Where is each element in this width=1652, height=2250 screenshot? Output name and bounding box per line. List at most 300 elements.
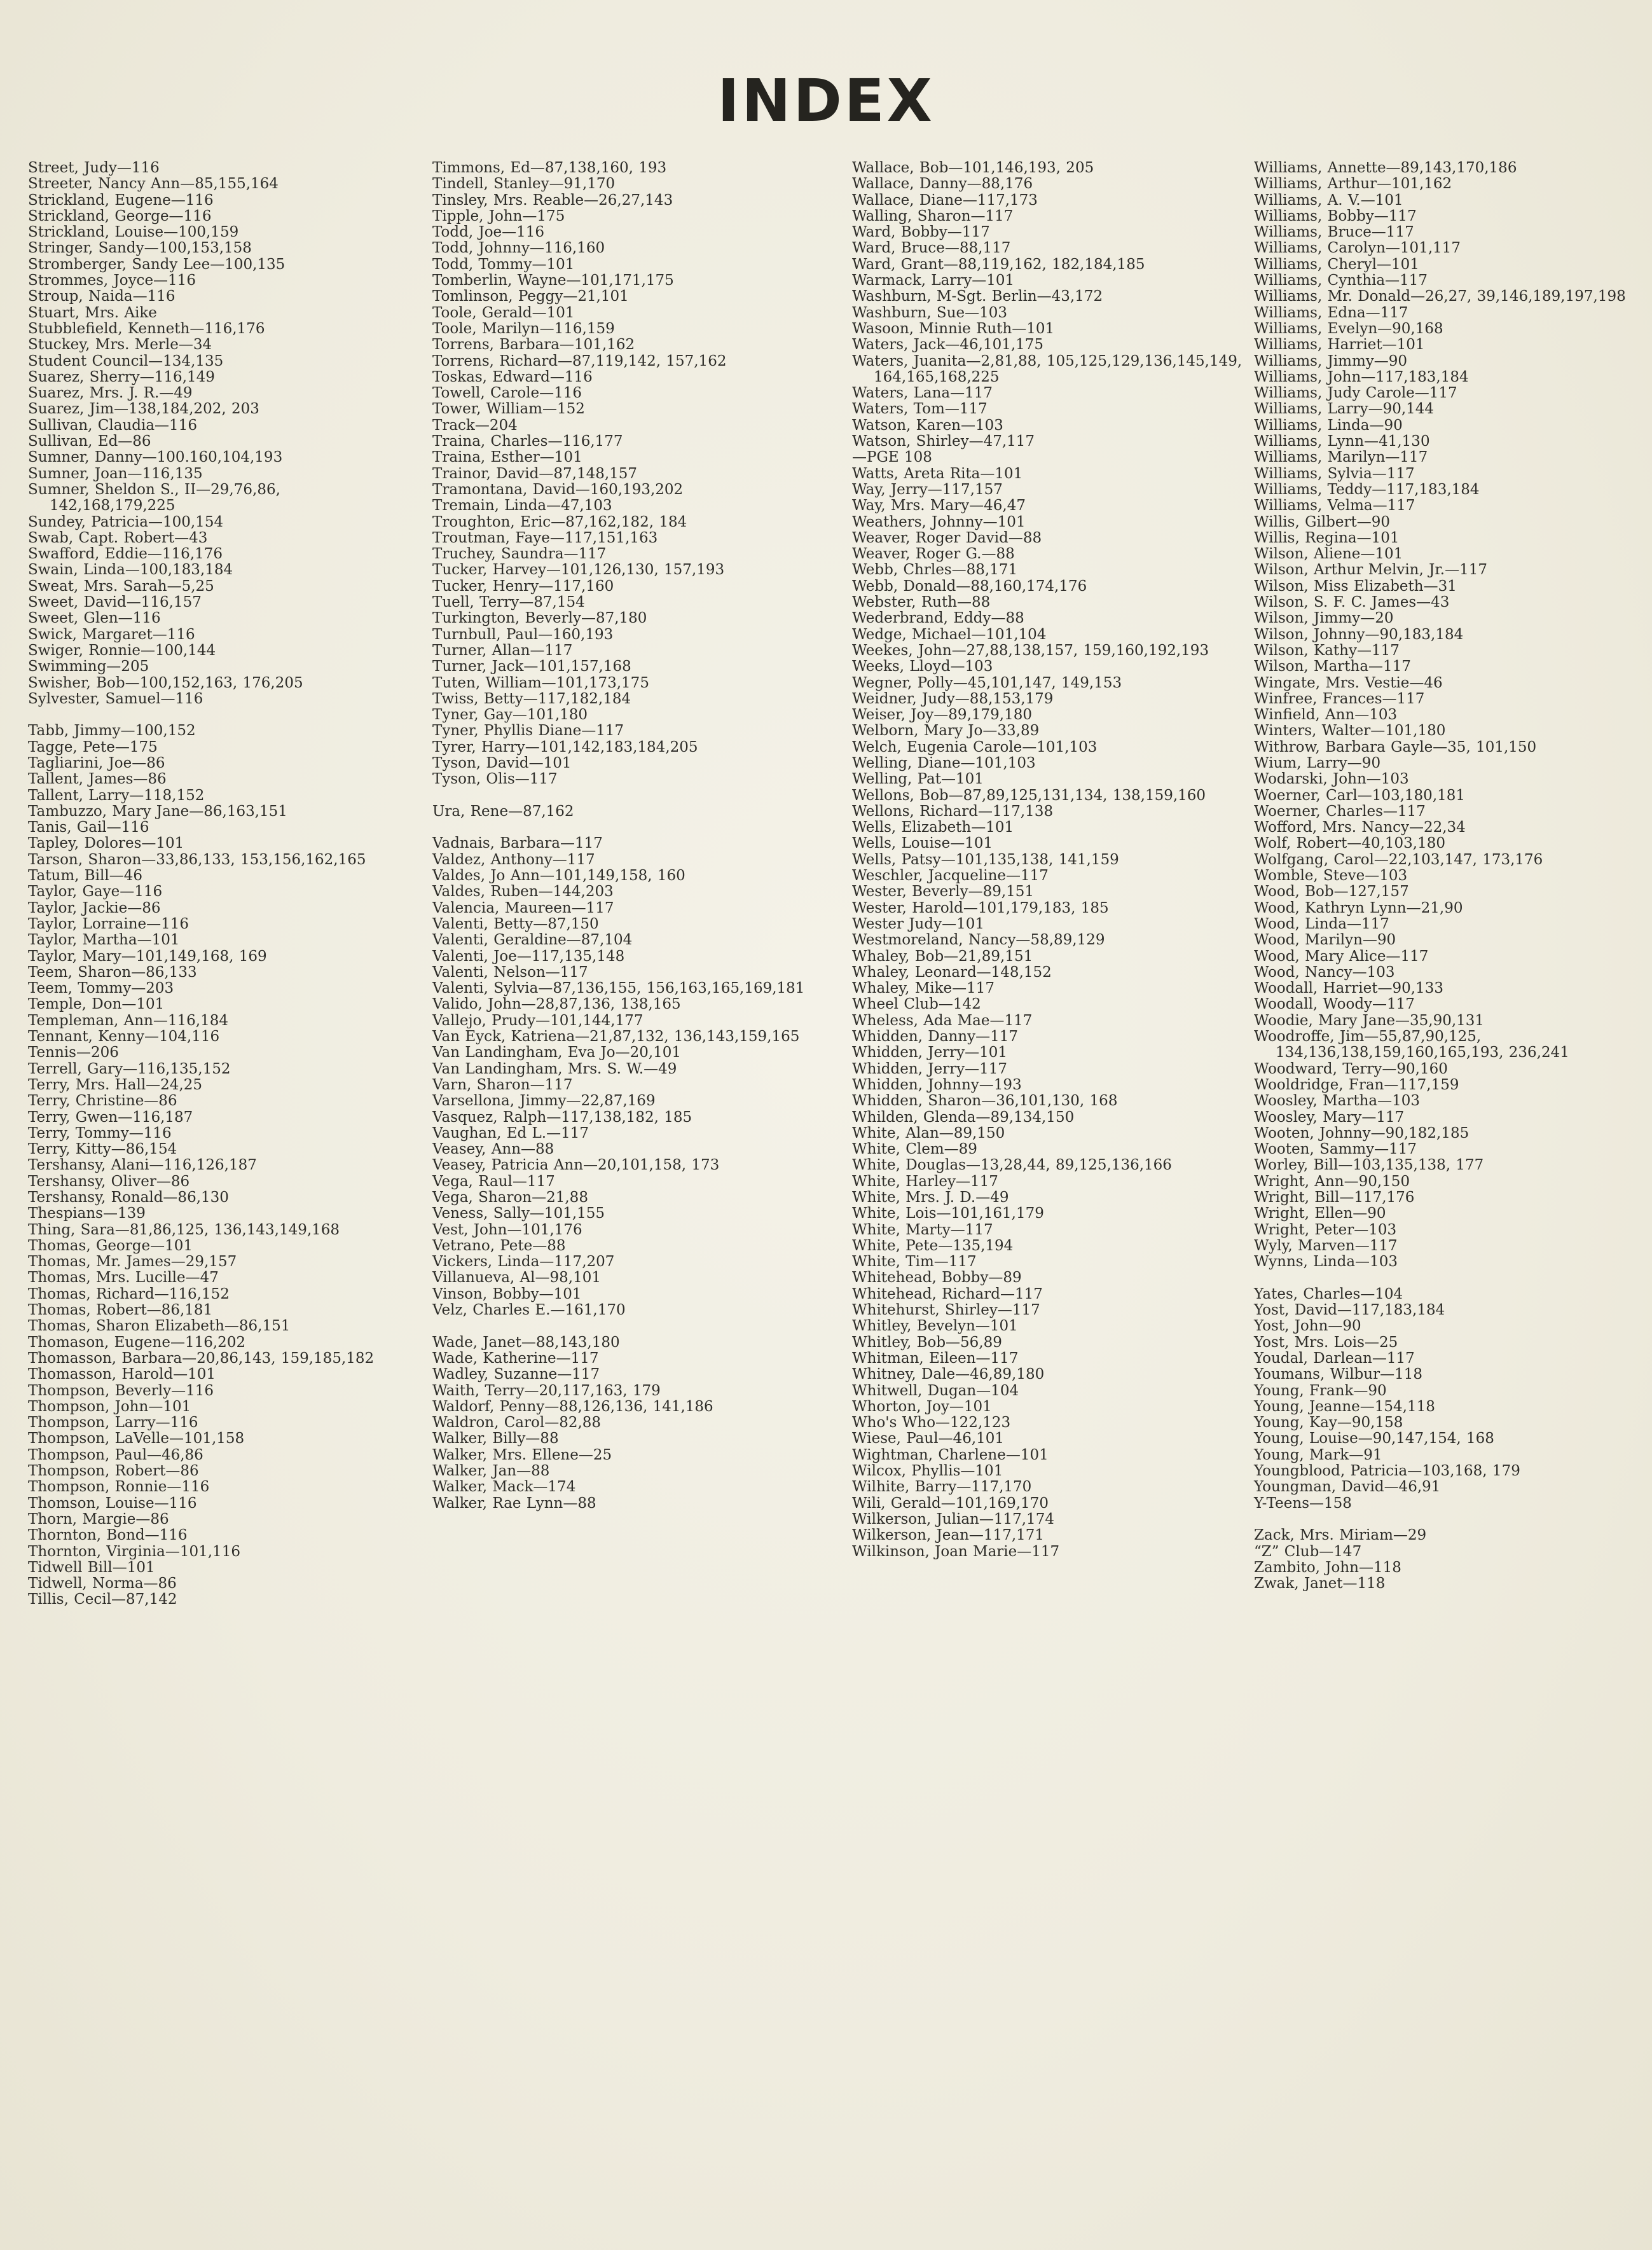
index-entry: Todd, Johnny—116,160 bbox=[432, 240, 605, 257]
index-entry: Watson, Karen—103 bbox=[852, 417, 1003, 434]
index-entry: Williams, Velma—117 bbox=[1254, 497, 1415, 514]
index-entry: Williams, Linda—90 bbox=[1254, 417, 1403, 434]
index-entry: Tremain, Linda—47,103 bbox=[432, 497, 612, 514]
index-entry: Wiese, Paul—46,101 bbox=[852, 1430, 1005, 1447]
index-entry: Vest, John—101,176 bbox=[432, 1221, 582, 1238]
index-entry: Tyrer, Harry—101,142,183,184,205 bbox=[432, 738, 698, 756]
index-entry: Tagge, Pete—175 bbox=[28, 738, 158, 756]
index-entry: Williams, Lynn—41,130 bbox=[1254, 433, 1430, 450]
index-entry: Vasquez, Ralph—117,138,182, 185 bbox=[432, 1108, 692, 1126]
index-entry: Whaley, Mike—117 bbox=[852, 980, 995, 997]
index-entry: Todd, Joe—116 bbox=[432, 224, 545, 241]
index-entry: Sumner, Danny—100.160,104,193 bbox=[28, 449, 283, 466]
index-entry: Wood, Nancy—103 bbox=[1254, 963, 1395, 981]
index-entry: Vaughan, Ed L.—117 bbox=[432, 1124, 589, 1142]
index-entry: Yost, Mrs. Lois—25 bbox=[1254, 1334, 1398, 1351]
section-gap bbox=[1254, 1270, 1635, 1286]
index-entry: Thomason, Eugene—116,202 bbox=[28, 1334, 246, 1351]
index-entry: Student Council—134,135 bbox=[28, 352, 224, 369]
index-entry: Tower, William—152 bbox=[432, 401, 585, 418]
index-entry: Wodarski, John—103 bbox=[1254, 771, 1409, 788]
index-entry: Walker, Billy—88 bbox=[432, 1430, 559, 1447]
index-entry: Webb, Donald—88,160,174,176 bbox=[852, 577, 1087, 595]
index-entry: Wilson, Arthur Melvin, Jr.—117 bbox=[1254, 562, 1488, 579]
index-entry: Tuten, William—101,173,175 bbox=[432, 674, 649, 691]
index-entry: Tidwell Bill—101 bbox=[28, 1559, 155, 1576]
index-entry: Wilson, S. F. C. James—43 bbox=[1254, 594, 1450, 611]
index-entry: Wells, Elizabeth—101 bbox=[852, 819, 1014, 836]
section-gap bbox=[1254, 1512, 1635, 1528]
index-entry: Wellons, Bob—87,89,125,131,134, 138,159,160 bbox=[852, 787, 1206, 804]
index-entry: Wester, Harold—101,179,183, 185 bbox=[852, 899, 1109, 916]
index-entry: Sylvester, Samuel—116 bbox=[28, 690, 203, 707]
index-entry: Teem, Tommy—203 bbox=[28, 980, 174, 997]
index-entry: Thomasson, Harold—101 bbox=[28, 1366, 216, 1383]
index-entry: Tyson, Olis—117 bbox=[432, 771, 558, 788]
index-entry: Torrens, Richard—87,119,142, 157,162 bbox=[432, 352, 727, 369]
index-entry: Wright, Ann—90,150 bbox=[1254, 1173, 1410, 1190]
index-entry: Wells, Louise—101 bbox=[852, 835, 993, 852]
index-entry: Wood, Mary Alice—117 bbox=[1254, 948, 1429, 965]
index-entry: Waters, Jack—46,101,175 bbox=[852, 336, 1044, 354]
index-entry: Tuell, Terry—87,154 bbox=[432, 594, 585, 611]
index-entry: Stroup, Naida—116 bbox=[28, 288, 176, 305]
index-entry: Waters, Juanita—2,81,88, 105,125,129,136,145,149, 164,165,168,225 bbox=[852, 352, 1242, 385]
index-entry: Wedge, Michael—101,104 bbox=[852, 626, 1047, 643]
index-column-2 bbox=[432, 160, 833, 1512]
index-entry: Tershansy, Ronald—86,130 bbox=[28, 1189, 229, 1206]
index-entry: Walling, Sharon—117 bbox=[852, 207, 1014, 224]
index-entry: Woosley, Martha—103 bbox=[1254, 1093, 1421, 1110]
index-entry: Toole, Gerald—101 bbox=[432, 304, 575, 321]
index-entry: Whaley, Bob—21,89,151 bbox=[852, 948, 1033, 965]
index-entry: Truchey, Saundra—117 bbox=[432, 546, 607, 563]
index-entry: Thing, Sara—81,86,125, 136,143,149,168 bbox=[28, 1221, 340, 1238]
index-entry: Williams, Cheryl—101 bbox=[1254, 256, 1419, 273]
index-entry: Wood, Marilyn—90 bbox=[1254, 932, 1396, 949]
index-entry: Waith, Terry—20,117,163, 179 bbox=[432, 1382, 661, 1399]
index-entry: Whidden, Sharon—36,101,130, 168 bbox=[852, 1093, 1118, 1110]
index-entry: Way, Mrs. Mary—46,47 bbox=[852, 497, 1026, 514]
index-entry: Sweet, Glen—116 bbox=[28, 610, 161, 627]
index-entry: Waldron, Carol—82,88 bbox=[432, 1414, 602, 1432]
index-entry: Valencia, Maureen—117 bbox=[432, 899, 614, 916]
index-entry: Tyner, Gay—101,180 bbox=[432, 707, 588, 724]
index-entry: Terry, Mrs. Hall—24,25 bbox=[28, 1076, 203, 1093]
index-entry: Tucker, Harvey—101,126,130, 157,193 bbox=[432, 562, 725, 579]
index-entry: Youmans, Wilbur—118 bbox=[1254, 1366, 1422, 1383]
index-entry: Williams, Bobby—117 bbox=[1254, 207, 1417, 224]
index-entry: Woodroffe, Jim—55,87,90,125, 134,136,138,159,160,165,193, 236,241 bbox=[1254, 1028, 1569, 1061]
index-entry: Youngman, David—46,91 bbox=[1254, 1479, 1441, 1496]
index-entry: Suarez, Mrs. J. R.—49 bbox=[28, 385, 193, 402]
index-entry: Youdal, Darlean—117 bbox=[1254, 1349, 1415, 1367]
index-entry: Willis, Gilbert—90 bbox=[1254, 513, 1391, 530]
index-entry: Vadnais, Barbara—117 bbox=[432, 835, 603, 852]
index-entry: Timmons, Ed—87,138,160, 193 bbox=[432, 160, 667, 176]
index-entry: Whaley, Leonard—148,152 bbox=[852, 963, 1052, 981]
index-entry: Whitwell, Dugan—104 bbox=[852, 1382, 1019, 1399]
index-entry: Wester Judy—101 bbox=[852, 915, 984, 932]
index-entry: Sweat, Mrs. Sarah—5,25 bbox=[28, 577, 214, 595]
index-entry: Weschler, Jacqueline—117 bbox=[852, 867, 1049, 885]
index-entry: Whidden, Jerry—117 bbox=[852, 1060, 1008, 1077]
page-title: INDEX bbox=[717, 67, 935, 135]
index-entry: Wilhite, Barry—117,170 bbox=[852, 1479, 1032, 1496]
index-entry: Whidden, Danny—117 bbox=[852, 1028, 1018, 1046]
index-entry: Wooldridge, Fran—117,159 bbox=[1254, 1076, 1459, 1093]
index-entry: Wheel Club—142 bbox=[852, 996, 981, 1013]
index-entry: Williams, Carolyn—101,117 bbox=[1254, 240, 1461, 257]
index-entry: Woodward, Terry—90,160 bbox=[1254, 1060, 1448, 1077]
index-entry: Weidner, Judy—88,153,179 bbox=[852, 690, 1054, 707]
index-entry: Whidden, Jerry—101 bbox=[852, 1044, 1008, 1061]
index-entry: Templeman, Ann—116,184 bbox=[28, 1012, 228, 1029]
index-entry: Tinsley, Mrs. Reable—26,27,143 bbox=[432, 191, 673, 209]
index-entry: Walker, Jan—88 bbox=[432, 1463, 550, 1480]
index-entry: Tennant, Kenny—104,116 bbox=[28, 1028, 220, 1046]
index-entry: Turner, Jack—101,157,168 bbox=[432, 658, 631, 675]
index-entry: Tambuzzo, Mary Jane—86,163,151 bbox=[28, 803, 287, 820]
index-entry: Tanis, Gail—116 bbox=[28, 819, 149, 836]
index-entry: Waters, Lana—117 bbox=[852, 385, 993, 402]
index-entry: Wilson, Kathy—117 bbox=[1254, 642, 1400, 659]
index-entry: Winfree, Frances—117 bbox=[1254, 690, 1425, 707]
index-entry: Stubblefield, Kenneth—116,176 bbox=[28, 320, 265, 337]
index-entry: Villanueva, Al—98,101 bbox=[432, 1269, 601, 1287]
index-entry: White, Harley—117 bbox=[852, 1173, 998, 1190]
index-entry: Walker, Mack—174 bbox=[432, 1479, 576, 1496]
index-entry: Worley, Bill—103,135,138, 177 bbox=[1254, 1157, 1484, 1174]
index-entry: Veasey, Ann—88 bbox=[432, 1141, 554, 1158]
index-entry: Washburn, Sue—103 bbox=[852, 304, 1008, 321]
index-entry: Sundey, Patricia—100,154 bbox=[28, 513, 224, 530]
index-entry: Taylor, Mary—101,149,168, 169 bbox=[28, 948, 267, 965]
index-entry: “Z” Club—147 bbox=[1254, 1543, 1362, 1560]
index-entry: Thespians—139 bbox=[28, 1205, 146, 1222]
index-entry: Y-Teens—158 bbox=[1254, 1494, 1352, 1512]
index-entry: Wolf, Robert—40,103,180 bbox=[1254, 835, 1446, 852]
index-entry: Wood, Bob—127,157 bbox=[1254, 883, 1409, 901]
index-entry: Trainor, David—87,148,157 bbox=[432, 465, 638, 482]
index-entry: Tyson, David—101 bbox=[432, 754, 572, 771]
index-entry: Towell, Carole—116 bbox=[432, 385, 582, 402]
index-entry: Williams, Bruce—117 bbox=[1254, 224, 1414, 241]
index-entry: Troutman, Faye—117,151,163 bbox=[432, 529, 658, 546]
index-entry: Tidwell, Norma—86 bbox=[28, 1575, 177, 1592]
index-entry: Watts, Areta Rita—101 bbox=[852, 465, 1023, 482]
index-entry: Wasoon, Minnie Ruth—101 bbox=[852, 320, 1055, 337]
index-entry: Young, Frank—90 bbox=[1254, 1382, 1387, 1399]
index-entry: Williams, Cynthia—117 bbox=[1254, 272, 1428, 289]
index-entry: Williams, Jimmy—90 bbox=[1254, 352, 1408, 369]
index-entry: Sullivan, Ed—86 bbox=[28, 433, 151, 450]
index-entry: Waters, Tom—117 bbox=[852, 401, 988, 418]
index-entry: Thomas, Mr. James—29,157 bbox=[28, 1253, 237, 1271]
index-entry: Thomasson, Barbara—20,86,143, 159,185,182 bbox=[28, 1349, 375, 1367]
index-entry: Wilson, Miss Elizabeth—31 bbox=[1254, 577, 1457, 595]
index-entry: Thomas, Robert—86,181 bbox=[28, 1302, 213, 1319]
index-entry: Thompson, Ronnie—116 bbox=[28, 1479, 210, 1496]
index-entry: Sullivan, Claudia—116 bbox=[28, 417, 197, 434]
index-entry: Williams, John—117,183,184 bbox=[1254, 368, 1469, 385]
index-entry: Thompson, Robert—86 bbox=[28, 1463, 199, 1480]
index-entry: Troughton, Eric—87,162,182, 184 bbox=[432, 513, 687, 530]
index-entry: Swafford, Eddie—116,176 bbox=[28, 546, 223, 563]
index-entry: Valdes, Jo Ann—101,149,158, 160 bbox=[432, 867, 685, 885]
index-entry: Strommes, Joyce—116 bbox=[28, 272, 196, 289]
index-entry: Wooten, Sammy—117 bbox=[1254, 1141, 1417, 1158]
index-entry: Williams, A. V.—101 bbox=[1254, 191, 1403, 209]
index-entry: Veness, Sally—101,155 bbox=[432, 1205, 605, 1222]
index-entry: Woerner, Charles—117 bbox=[1254, 803, 1426, 820]
index-entry: Taylor, Lorraine—116 bbox=[28, 915, 189, 932]
index-entry: Sweet, David—116,157 bbox=[28, 594, 202, 611]
index-entry: Webb, Chrles—88,171 bbox=[852, 562, 1018, 579]
index-entry: Wilson, Johnny—90,183,184 bbox=[1254, 626, 1464, 643]
index-entry: Whitehead, Bobby—89 bbox=[852, 1269, 1022, 1287]
index-entry: Whitley, Bob—56,89 bbox=[852, 1334, 1002, 1351]
index-entry: Thornton, Bond—116 bbox=[28, 1527, 188, 1544]
index-entry: Webster, Ruth—88 bbox=[852, 594, 991, 611]
index-entry: White, Marty—117 bbox=[852, 1221, 993, 1238]
index-entry: Winfield, Ann—103 bbox=[1254, 707, 1398, 724]
index-entry: Terrell, Gary—116,135,152 bbox=[28, 1060, 231, 1077]
index-entry: Suarez, Jim—138,184,202, 203 bbox=[28, 401, 259, 418]
index-entry: Van Eyck, Katriena—21,87,132, 136,143,159,165 bbox=[432, 1028, 800, 1046]
index-entry: Williams, Evelyn—90,168 bbox=[1254, 320, 1443, 337]
index-entry: Track—204 bbox=[432, 417, 518, 434]
index-entry: Wallace, Danny—88,176 bbox=[852, 176, 1033, 193]
index-entry: Westmoreland, Nancy—58,89,129 bbox=[852, 932, 1105, 949]
index-entry: Turkington, Beverly—87,180 bbox=[432, 610, 647, 627]
index-entry: Vickers, Linda—117,207 bbox=[432, 1253, 615, 1271]
index-entry: Swab, Capt. Robert—43 bbox=[28, 529, 208, 546]
index-entry: White, Douglas—13,28,44, 89,125,136,166 bbox=[852, 1157, 1172, 1174]
index-entry: Williams, Larry—90,144 bbox=[1254, 401, 1435, 418]
index-entry: Watson, Shirley—47,117 bbox=[852, 433, 1035, 450]
index-entry: Wallace, Bob—101,146,193, 205 bbox=[852, 160, 1094, 176]
index-entry: Ward, Bobby—117 bbox=[852, 224, 990, 241]
index-column-4 bbox=[1254, 160, 1635, 1592]
index-entry: Valdez, Anthony—117 bbox=[432, 851, 595, 868]
index-entry: Thompson, Larry—116 bbox=[28, 1414, 198, 1432]
index-entry: Whilden, Glenda—89,134,150 bbox=[852, 1108, 1075, 1126]
index-entry: Swain, Linda—100,183,184 bbox=[28, 562, 233, 579]
index-entry: Wilkinson, Joan Marie—117 bbox=[852, 1543, 1060, 1560]
index-entry: Yates, Charles—104 bbox=[1254, 1285, 1403, 1302]
index-entry: Wood, Kathryn Lynn—21,90 bbox=[1254, 899, 1463, 916]
index-entry: Weeks, Lloyd—103 bbox=[852, 658, 993, 675]
index-entry: White, Tim—117 bbox=[852, 1253, 977, 1271]
index-entry: Woosley, Mary—117 bbox=[1254, 1108, 1405, 1126]
index-entry: Teem, Sharon—86,133 bbox=[28, 963, 197, 981]
index-entry: Zwak, Janet—118 bbox=[1254, 1575, 1386, 1592]
index-entry: Tatum, Bill—46 bbox=[28, 867, 142, 885]
index-entry: Womble, Steve—103 bbox=[1254, 867, 1408, 885]
index-entry: White, Alan—89,150 bbox=[852, 1124, 1005, 1142]
index-entry: Young, Louise—90,147,154, 168 bbox=[1254, 1430, 1494, 1447]
index-entry: Valido, John—28,87,136, 138,165 bbox=[432, 996, 681, 1013]
index-entry: Young, Kay—90,158 bbox=[1254, 1414, 1403, 1432]
index-entry: Wright, Peter—103 bbox=[1254, 1221, 1397, 1238]
index-entry: Wright, Bill—117,176 bbox=[1254, 1189, 1415, 1206]
index-entry: Tomberlin, Wayne—101,171,175 bbox=[432, 272, 674, 289]
index-entry: Vallejo, Prudy—101,144,177 bbox=[432, 1012, 644, 1029]
index-entry: Tapley, Dolores—101 bbox=[28, 835, 184, 852]
index-entry: Swick, Margaret—116 bbox=[28, 626, 195, 643]
index-entry: Thompson, LaVelle—101,158 bbox=[28, 1430, 245, 1447]
index-entry: Stuart, Mrs. Aike bbox=[28, 304, 157, 321]
index-entry: Todd, Tommy—101 bbox=[432, 256, 575, 273]
index-entry: Way, Jerry—117,157 bbox=[852, 481, 1003, 498]
index-entry: Strickland, Louise—100,159 bbox=[28, 224, 239, 241]
index-entry: White, Lois—101,161,179 bbox=[852, 1205, 1044, 1222]
index-entry: Strickland, George—116 bbox=[28, 207, 212, 224]
index-entry: Wilkerson, Julian—117,174 bbox=[852, 1510, 1054, 1528]
index-entry: Thomas, Mrs. Lucille—47 bbox=[28, 1269, 219, 1287]
index-entry: Wade, Katherine—117 bbox=[432, 1349, 599, 1367]
index-entry: Temple, Don—101 bbox=[28, 996, 165, 1013]
index-entry: Tershansy, Oliver—86 bbox=[28, 1173, 190, 1190]
index-entry: Whitman, Eileen—117 bbox=[852, 1349, 1019, 1367]
section-gap bbox=[28, 707, 410, 723]
index-entry: Weaver, Roger David—88 bbox=[852, 529, 1042, 546]
index-entry: Yost, David—117,183,184 bbox=[1254, 1302, 1445, 1319]
index-entry: Williams, Mr. Donald—26,27, 39,146,189,197,198 bbox=[1254, 288, 1626, 305]
index-entry: Young, Mark—91 bbox=[1254, 1446, 1382, 1463]
index-entry: Wofford, Mrs. Nancy—22,34 bbox=[1254, 819, 1466, 836]
index-entry: Terry, Gwen—116,187 bbox=[28, 1108, 193, 1126]
index-entry: Whitney, Dale—46,89,180 bbox=[852, 1366, 1045, 1383]
index-entry: Taylor, Jackie—86 bbox=[28, 899, 161, 916]
index-entry: Williams, Teddy—117,183,184 bbox=[1254, 481, 1480, 498]
index-entry: Thomson, Louise—116 bbox=[28, 1494, 197, 1512]
index-entry: Traina, Esther—101 bbox=[432, 449, 582, 466]
index-entry: Swimming—205 bbox=[28, 658, 149, 675]
index-entry: Traina, Charles—116,177 bbox=[432, 433, 623, 450]
index-entry: Welling, Pat—101 bbox=[852, 771, 984, 788]
index-entry: Valenti, Geraldine—87,104 bbox=[432, 932, 633, 949]
index-entry: Tillis, Cecil—87,142 bbox=[28, 1591, 177, 1608]
index-entry: Whitley, Bevelyn—101 bbox=[852, 1318, 1018, 1335]
index-entry: Valdes, Ruben—144,203 bbox=[432, 883, 614, 901]
index-entry: Thomas, Richard—116,152 bbox=[28, 1285, 230, 1302]
index-entry: Wester, Beverly—89,151 bbox=[852, 883, 1035, 901]
index-entry: Weathers, Johnny—101 bbox=[852, 513, 1026, 530]
index-entry: Thorn, Margie—86 bbox=[28, 1510, 169, 1528]
index-entry: Veasey, Patricia Ann—20,101,158, 173 bbox=[432, 1157, 720, 1174]
index-entry: Tyner, Phyllis Diane—117 bbox=[432, 722, 624, 740]
index-entry: Williams, Marilyn—117 bbox=[1254, 449, 1428, 466]
index-entry: Warmack, Larry—101 bbox=[852, 272, 1015, 289]
index-entry: Taylor, Martha—101 bbox=[28, 932, 180, 949]
index-entry: Turner, Allan—117 bbox=[432, 642, 573, 659]
index-entry: Waldorf, Penny—88,126,136, 141,186 bbox=[432, 1398, 713, 1415]
index-entry: Turnbull, Paul—160,193 bbox=[432, 626, 614, 643]
index-entry: Wood, Linda—117 bbox=[1254, 915, 1389, 932]
index-entry: Terry, Christine—86 bbox=[28, 1093, 177, 1110]
index-entry: Velz, Charles E.—161,170 bbox=[432, 1302, 626, 1319]
index-entry: Whorton, Joy—101 bbox=[852, 1398, 992, 1415]
index-entry: Wells, Patsy—101,135,138, 141,159 bbox=[852, 851, 1119, 868]
index-entry: Wingate, Mrs. Vestie—46 bbox=[1254, 674, 1443, 691]
index-entry: Wooten, Johnny—90,182,185 bbox=[1254, 1124, 1470, 1142]
index-entry: Stromberger, Sandy Lee—100,135 bbox=[28, 256, 286, 273]
index-entry: Wilson, Aliene—101 bbox=[1254, 546, 1403, 563]
index-entry: Winters, Walter—101,180 bbox=[1254, 722, 1446, 740]
index-entry: Thompson, Paul—46,86 bbox=[28, 1446, 203, 1463]
index-entry: Tagliarini, Joe—86 bbox=[28, 754, 165, 771]
index-entry: Ura, Rene—87,162 bbox=[432, 803, 574, 820]
index-entry: Terry, Tommy—116 bbox=[28, 1124, 172, 1142]
index-entry: Woerner, Carl—103,180,181 bbox=[1254, 787, 1466, 804]
index-entry: Wadley, Suzanne—117 bbox=[432, 1366, 600, 1383]
index-entry: Wightman, Charlene—101 bbox=[852, 1446, 1049, 1463]
index-entry: Vega, Raul—117 bbox=[432, 1173, 555, 1190]
index-entry: Withrow, Barbara Gayle—35, 101,150 bbox=[1254, 738, 1537, 756]
index-entry: Thomas, George—101 bbox=[28, 1237, 193, 1254]
index-entry: White, Pete—135,194 bbox=[852, 1237, 1014, 1254]
index-entry: Washburn, M-Sgt. Berlin—43,172 bbox=[852, 288, 1103, 305]
index-entry: Varn, Sharon—117 bbox=[432, 1076, 573, 1093]
index-entry: Wyly, Marven—117 bbox=[1254, 1237, 1398, 1254]
index-entry: Tallent, Larry—118,152 bbox=[28, 787, 205, 804]
index-entry: White, Mrs. J. D.—49 bbox=[852, 1189, 1009, 1206]
index-entry: Toole, Marilyn—116,159 bbox=[432, 320, 615, 337]
index-entry: Wegner, Polly—45,101,147, 149,153 bbox=[852, 674, 1122, 691]
index-entry: Wilcox, Phyllis—101 bbox=[852, 1463, 1003, 1480]
index-entry: Weaver, Roger G.—88 bbox=[852, 546, 1015, 563]
index-entry: Vega, Sharon—21,88 bbox=[432, 1189, 588, 1206]
index-entry: Whitehurst, Shirley—117 bbox=[852, 1302, 1040, 1319]
index-entry: Thompson, Beverly—116 bbox=[28, 1382, 214, 1399]
index-entry: Wade, Janet—88,143,180 bbox=[432, 1334, 620, 1351]
index-entry: Walker, Mrs. Ellene—25 bbox=[432, 1446, 612, 1463]
index-entry: Weekes, John—27,88,138,157, 159,160,192,193 bbox=[852, 642, 1209, 659]
index-entry: Woodall, Woody—117 bbox=[1254, 996, 1415, 1013]
index-entry: White, Clem—89 bbox=[852, 1141, 977, 1158]
index-entry: Willis, Regina—101 bbox=[1254, 529, 1400, 546]
section-gap bbox=[432, 820, 833, 836]
index-entry: Woodie, Mary Jane—35,90,131 bbox=[1254, 1012, 1485, 1029]
index-entry: Tramontana, David—160,193,202 bbox=[432, 481, 684, 498]
index-entry: Zack, Mrs. Miriam—29 bbox=[1254, 1527, 1427, 1544]
index-entry: Tomlinson, Peggy—21,101 bbox=[432, 288, 629, 305]
index-entry: Valenti, Betty—87,150 bbox=[432, 915, 599, 932]
index-entry: Yost, John—90 bbox=[1254, 1318, 1361, 1335]
index-entry: Vetrano, Pete—88 bbox=[432, 1237, 566, 1254]
index-entry: Wilkerson, Jean—117,171 bbox=[852, 1527, 1045, 1544]
index-entry: Wright, Ellen—90 bbox=[1254, 1205, 1386, 1222]
index-entry: Wellons, Richard—117,138 bbox=[852, 803, 1054, 820]
index-entry: Wederbrand, Eddy—88 bbox=[852, 610, 1024, 627]
index-entry: Suarez, Sherry—116,149 bbox=[28, 368, 215, 385]
index-entry: Sumner, Sheldon S., II—29,76,86, 142,168,179,225 bbox=[28, 481, 280, 514]
index-entry: Van Landingham, Mrs. S. W.—49 bbox=[432, 1060, 677, 1077]
index-entry: Stuckey, Mrs. Merle—34 bbox=[28, 336, 212, 354]
index-entry: Wili, Gerald—101,169,170 bbox=[852, 1494, 1049, 1512]
index-entry: Wallace, Diane—117,173 bbox=[852, 191, 1038, 209]
index-entry: Walker, Rae Lynn—88 bbox=[432, 1494, 596, 1512]
index-entry: Streeter, Nancy Ann—85,155,164 bbox=[28, 176, 279, 193]
index-entry: Varsellona, Jimmy—22,87,169 bbox=[432, 1093, 656, 1110]
index-entry: Swisher, Bob—100,152,163, 176,205 bbox=[28, 674, 303, 691]
index-entry: Taylor, Gaye—116 bbox=[28, 883, 163, 901]
index-entry: Wilson, Jimmy—20 bbox=[1254, 610, 1394, 627]
index-entry: Wilson, Martha—117 bbox=[1254, 658, 1411, 675]
index-entry: Wium, Larry—90 bbox=[1254, 754, 1381, 771]
